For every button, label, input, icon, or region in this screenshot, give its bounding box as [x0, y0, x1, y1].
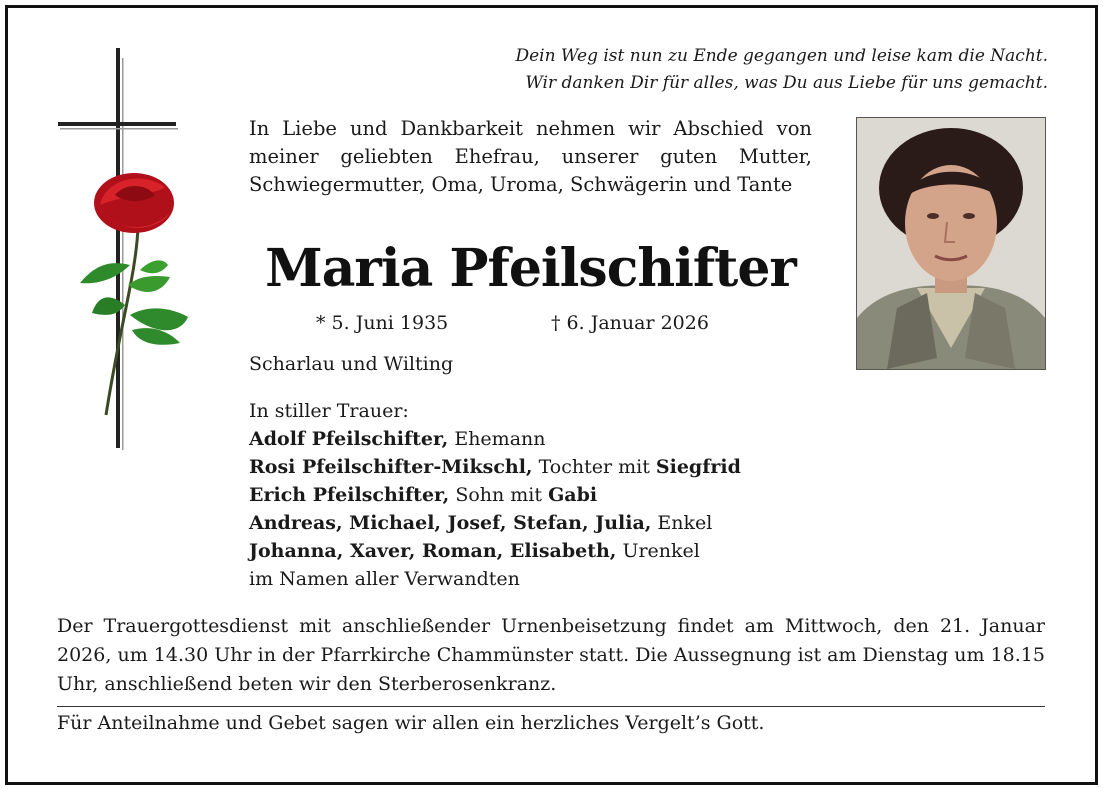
mourner-name: Erich Pfeilschifter, [249, 484, 450, 506]
mourner-relation: Ehemann [448, 428, 546, 450]
mourner-relation: Enkel [651, 512, 713, 534]
service-text: Der Trauergottesdienst mit anschließender Urnenbeisetzung findet am Mittwoch, den 21. Januar 2026, um 14.30 Uhr in der Pfarrkirche Chammünster statt. Die Aussegnung ist am Dienstag um 18.15 Uhr, anschließend beten wir den Sterberosenkranz. [57, 615, 1045, 695]
thanks-text: Für Anteilnahme und Gebet sagen wir allen ein herzliches Vergelt’s Gott. [57, 712, 765, 734]
divider [57, 706, 1045, 707]
mourner-line [249, 481, 741, 509]
mourner-line: im Namen aller Verwandten [249, 568, 520, 590]
mourner-name: Adolf Pfeilschifter, [249, 428, 449, 450]
mourner-line [249, 453, 741, 481]
mourner-relation: Sohn mit [449, 484, 549, 506]
mourner-line [249, 537, 741, 565]
poem [515, 43, 1048, 97]
mourner-line [249, 425, 741, 453]
mourner-relation: Tochter mit [532, 456, 656, 478]
rose-icon [70, 165, 210, 430]
intro-text: In Liebe und Dankbarkeit nehmen wir Abschied von meiner geliebten Ehefrau, unserer guten Mutter, Schwiegermutter, Oma, Uroma, Schwägerin und Tante [249, 117, 812, 196]
deceased-name: Maria Pfeilschifter [265, 238, 796, 299]
mourner-line [249, 509, 741, 537]
portrait-image [857, 118, 1045, 369]
mourner-name: Johanna, Xaver, Roman, Elisabeth, [249, 540, 617, 562]
poem-line-1: Dein Weg ist nun zu Ende gegangen und leise kam die Nacht. [515, 46, 1048, 66]
mourners-heading: In stiller Trauer: [249, 400, 409, 422]
mourner-name: Rosi Pfeilschifter-Mikschl, [249, 456, 533, 478]
poem-line-2: Wir danken Dir für alles, was Du aus Liebe für uns gemacht. [525, 73, 1048, 93]
mourner-name: Andreas, Michael, Josef, Stefan, Julia, [249, 512, 652, 534]
portrait-photo [856, 117, 1046, 370]
mourner-relation: Urenkel [616, 540, 700, 562]
place: Scharlau und Wilting [249, 353, 454, 375]
mourner-partner: Gabi [548, 484, 598, 506]
birth-date: * 5. Juni 1935 [316, 312, 449, 334]
mourners-list [249, 397, 741, 593]
death-date: † 6. Januar 2026 [551, 312, 709, 334]
mourner-partner: Siegfrid [655, 456, 741, 478]
